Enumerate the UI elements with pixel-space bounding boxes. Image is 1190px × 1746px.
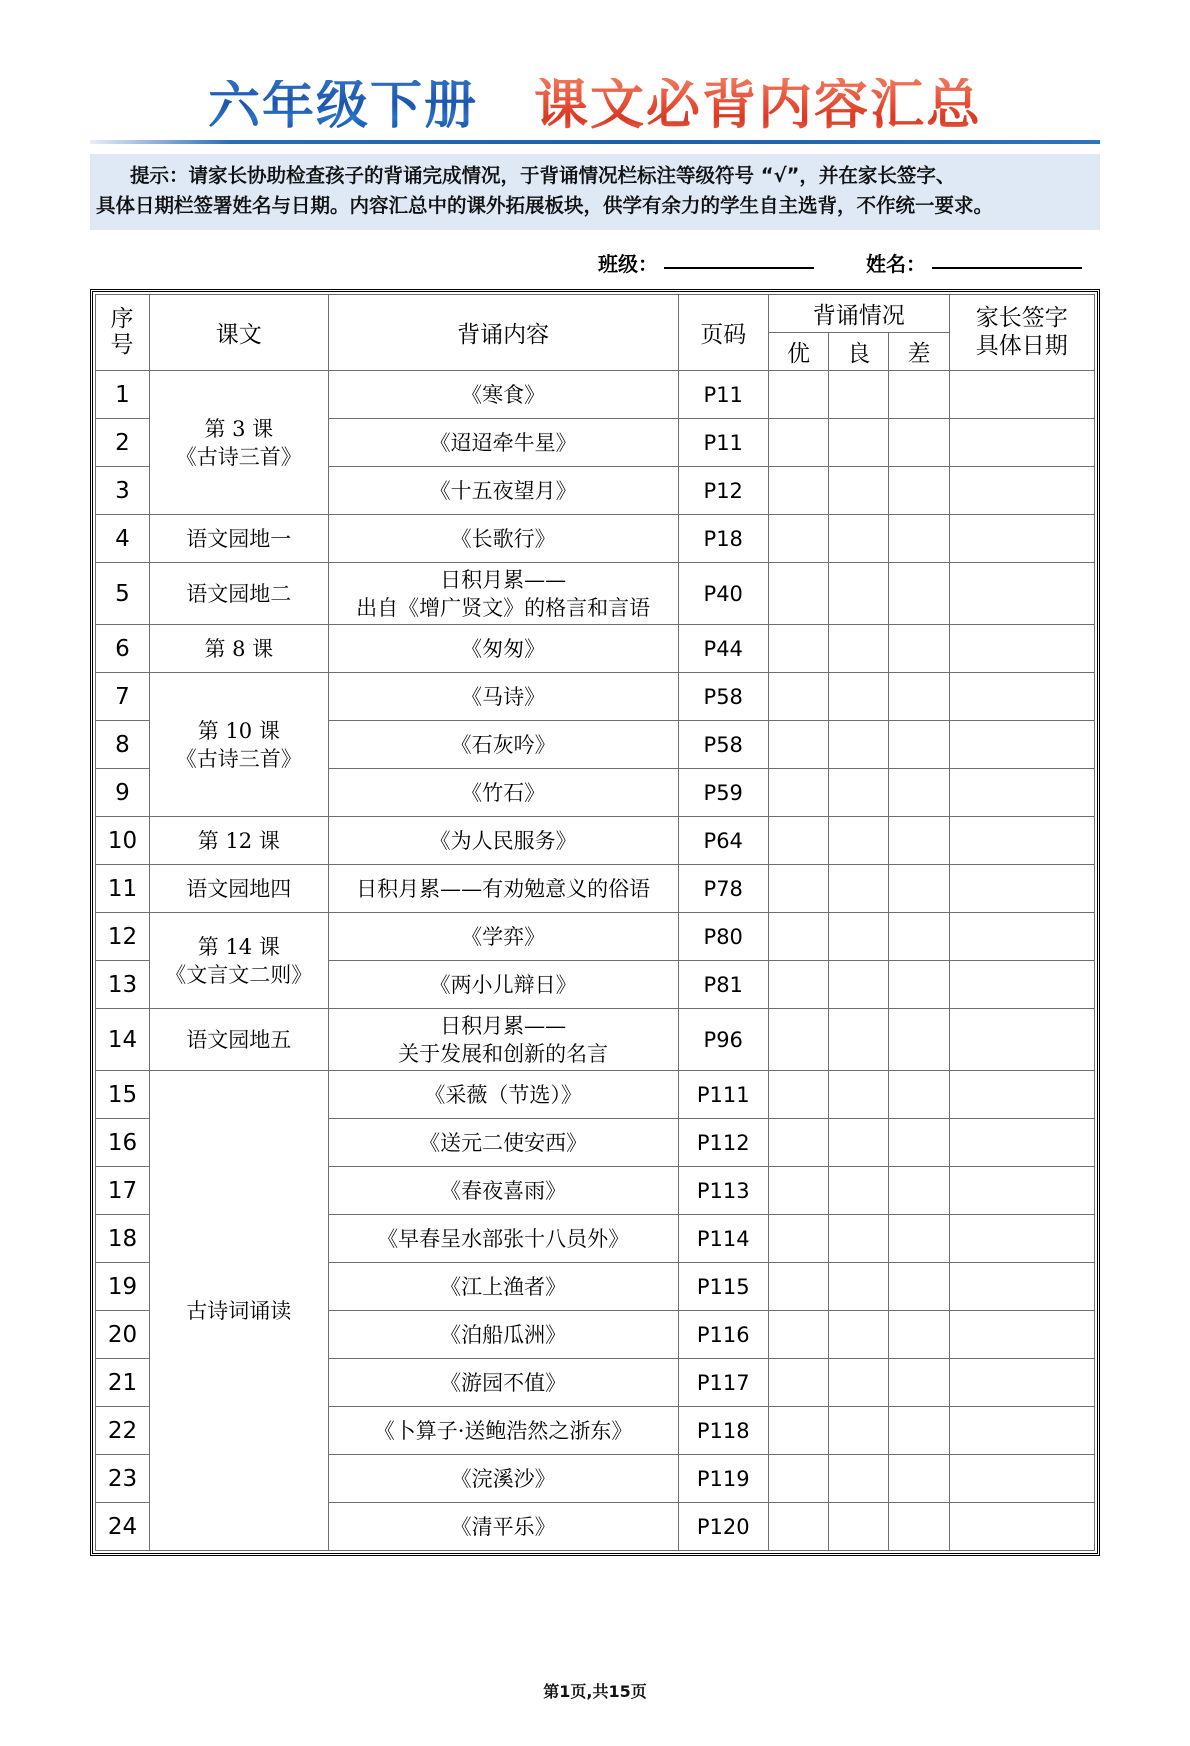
cell-grade-excellent[interactable] (768, 1009, 828, 1071)
cell-grade-poor[interactable] (889, 467, 949, 515)
cell-grade-poor[interactable] (889, 419, 949, 467)
cell-content: 《马诗》 (328, 673, 678, 721)
cell-page: P111 (678, 1071, 768, 1119)
cell-signature[interactable] (949, 1215, 1094, 1263)
cell-no: 12 (96, 913, 150, 961)
cell-grade-good[interactable] (829, 721, 889, 769)
cell-page: P12 (678, 467, 768, 515)
cell-grade-poor[interactable] (889, 1119, 949, 1167)
cell-grade-poor[interactable] (889, 913, 949, 961)
cell-page: P58 (678, 673, 768, 721)
cell-content: 《为人民服务》 (328, 817, 678, 865)
cell-page: P11 (678, 419, 768, 467)
header-signature-line2: 具体日期 (975, 332, 1068, 359)
cell-grade-excellent[interactable] (768, 769, 828, 817)
title-divider (90, 140, 1100, 144)
cell-grade-excellent[interactable] (768, 961, 828, 1009)
cell-grade-poor[interactable] (889, 563, 949, 625)
table-row (96, 1009, 1095, 1071)
cell-content: 《竹石》 (328, 769, 678, 817)
cell-lesson: 语文园地五 (150, 1009, 329, 1071)
cell-no: 1 (96, 371, 150, 419)
cell-no: 19 (96, 1263, 150, 1311)
cell-signature[interactable] (949, 625, 1094, 673)
cell-signature[interactable] (949, 1009, 1094, 1071)
cell-grade-good[interactable] (829, 1455, 889, 1503)
cell-grade-poor[interactable] (889, 625, 949, 673)
title-subject: 课文必背内容汇总 (534, 73, 982, 136)
cell-page: P116 (678, 1311, 768, 1359)
cell-lesson: 语文园地四 (150, 865, 329, 913)
page-footer: 第1页,共15页 (543, 1682, 647, 1701)
cell-grade-excellent[interactable] (768, 563, 828, 625)
cell-no: 10 (96, 817, 150, 865)
cell-grade-poor[interactable] (889, 1407, 949, 1455)
cell-signature[interactable] (949, 419, 1094, 467)
cell-content: 《春夜喜雨》 (328, 1167, 678, 1215)
cell-lesson: 语文园地一 (150, 515, 329, 563)
cell-page: P81 (678, 961, 768, 1009)
cell-signature[interactable] (949, 817, 1094, 865)
table-row (96, 673, 1095, 721)
tip-box (90, 154, 1100, 230)
cell-lesson-line2: 《文言文二则》 (165, 962, 313, 987)
cell-grade-good[interactable] (829, 1503, 889, 1551)
cell-grade-excellent[interactable] (768, 625, 828, 673)
cell-grade-good[interactable] (829, 1009, 889, 1071)
cell-grade-good[interactable] (829, 419, 889, 467)
cell-grade-good[interactable] (829, 467, 889, 515)
cell-page: P118 (678, 1407, 768, 1455)
title-grade: 六年级下册 (207, 76, 478, 136)
cell-grade-good[interactable] (829, 371, 889, 419)
cell-signature[interactable] (949, 1455, 1094, 1503)
header-lesson: 课文 (150, 295, 329, 371)
cell-grade-poor[interactable] (889, 769, 949, 817)
cell-signature[interactable] (949, 371, 1094, 419)
cell-no: 21 (96, 1359, 150, 1407)
cell-grade-excellent[interactable] (768, 515, 828, 563)
cell-page: P59 (678, 769, 768, 817)
cell-grade-excellent[interactable] (768, 1311, 828, 1359)
recitation-table-wrapper (90, 289, 1100, 1556)
class-input-blank[interactable] (664, 266, 814, 269)
cell-grade-good[interactable] (829, 913, 889, 961)
table-row (96, 371, 1095, 419)
cell-grade-poor[interactable] (889, 1263, 949, 1311)
header-grade-excellent: 优 (768, 333, 828, 371)
document-page (0, 62, 1190, 1746)
table-row (96, 817, 1095, 865)
cell-lesson: 古诗词诵读 (150, 1071, 329, 1551)
cell-grade-good[interactable] (829, 1119, 889, 1167)
cell-grade-excellent[interactable] (768, 419, 828, 467)
cell-lesson-line2: 《古诗三首》 (175, 746, 302, 771)
cell-content: 《学弈》 (328, 913, 678, 961)
cell-grade-excellent[interactable] (768, 371, 828, 419)
cell-content: 《采薇（节选）》 (328, 1071, 678, 1119)
cell-no: 22 (96, 1407, 150, 1455)
table-header-row (96, 295, 1095, 333)
cell-grade-poor[interactable] (889, 673, 949, 721)
cell-grade-poor[interactable] (889, 1311, 949, 1359)
cell-lesson-line1: 第 14 课 (197, 934, 280, 959)
cell-no: 20 (96, 1311, 150, 1359)
cell-grade-excellent[interactable] (768, 1119, 828, 1167)
cell-content: 《石灰吟》 (328, 721, 678, 769)
tip-line-1: 提示：请家长协助检查孩子的背诵完成情况，于背诵情况栏标注等级符号 “√”，并在家长签字、 (130, 164, 956, 187)
cell-lesson-line1: 第 3 课 (204, 416, 274, 441)
class-label: 班级： (598, 252, 658, 277)
header-no (96, 295, 150, 371)
cell-grade-poor[interactable] (889, 515, 949, 563)
header-signature-line1: 家长签字 (975, 305, 1068, 332)
cell-grade-good[interactable] (829, 1359, 889, 1407)
table-body (96, 371, 1095, 1551)
cell-grade-excellent[interactable] (768, 673, 828, 721)
cell-page: P112 (678, 1119, 768, 1167)
cell-signature[interactable] (949, 721, 1094, 769)
cell-content: 《游园不值》 (328, 1359, 678, 1407)
cell-no: 14 (96, 1009, 150, 1071)
cell-page: P113 (678, 1167, 768, 1215)
cell-grade-good[interactable] (829, 817, 889, 865)
class-field (598, 248, 814, 277)
recitation-table (95, 294, 1095, 1551)
cell-grade-good[interactable] (829, 625, 889, 673)
cell-grade-good[interactable] (829, 961, 889, 1009)
cell-signature[interactable] (949, 673, 1094, 721)
cell-page: P119 (678, 1455, 768, 1503)
cell-signature[interactable] (949, 563, 1094, 625)
cell-grade-excellent[interactable] (768, 721, 828, 769)
table-row (96, 1071, 1095, 1119)
header-signature (949, 295, 1094, 371)
table-row (96, 625, 1095, 673)
cell-content: 《卜算子·送鲍浩然之浙东》 (328, 1407, 678, 1455)
cell-grade-good[interactable] (829, 769, 889, 817)
header-grade-poor: 差 (889, 333, 949, 371)
table-row (96, 913, 1095, 961)
cell-signature[interactable] (949, 913, 1094, 961)
cell-no: 17 (96, 1167, 150, 1215)
cell-content (328, 1009, 678, 1071)
cell-no: 16 (96, 1119, 150, 1167)
cell-page: P114 (678, 1215, 768, 1263)
cell-lesson-line1: 第 10 课 (197, 718, 280, 743)
cell-grade-poor[interactable] (889, 1503, 949, 1551)
cell-page: P120 (678, 1503, 768, 1551)
cell-content: 《迢迢牵牛星》 (328, 419, 678, 467)
cell-page: P80 (678, 913, 768, 961)
cell-no: 2 (96, 419, 150, 467)
cell-grade-excellent[interactable] (768, 1407, 828, 1455)
cell-lesson: 语文园地二 (150, 563, 329, 625)
cell-page: P40 (678, 563, 768, 625)
cell-content-line1: 日积月累—— (440, 567, 567, 592)
cell-grade-good[interactable] (829, 673, 889, 721)
header-content: 背诵内容 (328, 295, 678, 371)
table-row (96, 563, 1095, 625)
cell-no: 8 (96, 721, 150, 769)
cell-grade-poor[interactable] (889, 721, 949, 769)
table-row (96, 515, 1095, 563)
cell-grade-poor[interactable] (889, 1215, 949, 1263)
cell-content: 《十五夜望月》 (328, 467, 678, 515)
table-row (96, 865, 1095, 913)
cell-page: P115 (678, 1263, 768, 1311)
cell-grade-good[interactable] (829, 1071, 889, 1119)
cell-no: 18 (96, 1215, 150, 1263)
cell-signature[interactable] (949, 515, 1094, 563)
cell-page: P11 (678, 371, 768, 419)
cell-lesson (150, 913, 329, 1009)
cell-signature[interactable] (949, 961, 1094, 1009)
page-title (90, 62, 1100, 134)
cell-grade-good[interactable] (829, 1407, 889, 1455)
cell-content: 《泊船瓜洲》 (328, 1311, 678, 1359)
cell-signature[interactable] (949, 1119, 1094, 1167)
cell-grade-excellent[interactable] (768, 817, 828, 865)
cell-grade-excellent[interactable] (768, 1503, 828, 1551)
header-no-line2: 号 (110, 331, 135, 358)
cell-no: 5 (96, 563, 150, 625)
cell-grade-good[interactable] (829, 865, 889, 913)
cell-signature[interactable] (949, 1407, 1094, 1455)
cell-no: 6 (96, 625, 150, 673)
cell-grade-excellent[interactable] (768, 1359, 828, 1407)
cell-grade-excellent[interactable] (768, 1455, 828, 1503)
cell-page: P44 (678, 625, 768, 673)
header-page: 页码 (678, 295, 768, 371)
cell-grade-poor[interactable] (889, 1359, 949, 1407)
cell-content-line2: 关于发展和创新的名言 (398, 1041, 609, 1066)
header-no-line1: 序 (110, 306, 135, 333)
cell-lesson: 第 8 课 (150, 625, 329, 673)
cell-grade-excellent[interactable] (768, 1263, 828, 1311)
cell-no: 7 (96, 673, 150, 721)
cell-lesson (150, 371, 329, 515)
cell-grade-good[interactable] (829, 563, 889, 625)
cell-content: 《送元二使安西》 (328, 1119, 678, 1167)
cell-grade-excellent[interactable] (768, 1167, 828, 1215)
cell-grade-excellent[interactable] (768, 913, 828, 961)
cell-grade-good[interactable] (829, 1167, 889, 1215)
cell-page: P18 (678, 515, 768, 563)
cell-no: 11 (96, 865, 150, 913)
name-field (866, 248, 1082, 277)
cell-content: 《早春呈水部张十八员外》 (328, 1215, 678, 1263)
cell-lesson (150, 673, 329, 817)
cell-grade-good[interactable] (829, 1215, 889, 1263)
table-head (96, 295, 1095, 371)
cell-no: 24 (96, 1503, 150, 1551)
cell-content: 《两小儿辩日》 (328, 961, 678, 1009)
cell-no: 9 (96, 769, 150, 817)
cell-page: P96 (678, 1009, 768, 1071)
cell-page: P78 (678, 865, 768, 913)
cell-no: 15 (96, 1071, 150, 1119)
cell-grade-excellent[interactable] (768, 467, 828, 515)
cell-content (328, 563, 678, 625)
cell-content: 日积月累——有劝勉意义的俗语 (328, 865, 678, 913)
cell-grade-good[interactable] (829, 515, 889, 563)
cell-signature[interactable] (949, 467, 1094, 515)
cell-grade-good[interactable] (829, 1263, 889, 1311)
cell-content-line2: 出自《增广贤文》的格言和言语 (356, 595, 651, 620)
cell-signature[interactable] (949, 1167, 1094, 1215)
cell-no: 23 (96, 1455, 150, 1503)
cell-grade-poor[interactable] (889, 1167, 949, 1215)
cell-lesson-line2: 《古诗三首》 (175, 444, 302, 469)
cell-content: 《浣溪沙》 (328, 1455, 678, 1503)
cell-grade-excellent[interactable] (768, 1071, 828, 1119)
cell-signature[interactable] (949, 1071, 1094, 1119)
cell-lesson: 第 12 课 (150, 817, 329, 865)
cell-signature[interactable] (949, 1503, 1094, 1551)
cell-grade-excellent[interactable] (768, 1215, 828, 1263)
cell-signature[interactable] (949, 1263, 1094, 1311)
name-label: 姓名： (866, 252, 926, 277)
cell-signature[interactable] (949, 1359, 1094, 1407)
cell-grade-good[interactable] (829, 1311, 889, 1359)
cell-content: 《寒食》 (328, 371, 678, 419)
cell-grade-poor[interactable] (889, 817, 949, 865)
cell-content: 《长歌行》 (328, 515, 678, 563)
cell-signature[interactable] (949, 1311, 1094, 1359)
cell-grade-poor[interactable] (889, 1009, 949, 1071)
cell-no: 13 (96, 961, 150, 1009)
cell-grade-excellent[interactable] (768, 865, 828, 913)
cell-page: P117 (678, 1359, 768, 1407)
cell-grade-poor[interactable] (889, 865, 949, 913)
header-grade-good: 良 (829, 333, 889, 371)
cell-page: P58 (678, 721, 768, 769)
cell-content: 《清平乐》 (328, 1503, 678, 1551)
cell-page: P64 (678, 817, 768, 865)
cell-grade-poor[interactable] (889, 1455, 949, 1503)
cell-content: 《江上渔者》 (328, 1263, 678, 1311)
cell-no: 4 (96, 515, 150, 563)
cell-content: 《匆匆》 (328, 625, 678, 673)
cell-signature[interactable] (949, 769, 1094, 817)
cell-grade-poor[interactable] (889, 371, 949, 419)
cell-grade-poor[interactable] (889, 1071, 949, 1119)
cell-signature[interactable] (949, 865, 1094, 913)
cell-grade-poor[interactable] (889, 961, 949, 1009)
cell-no: 3 (96, 467, 150, 515)
meta-row (90, 248, 1100, 277)
tip-line-2: 具体日期栏签署姓名与日期。内容汇总中的课外拓展板块，供学有余力的学生自主选背，不作统一要求。 (96, 194, 994, 218)
header-grade-group: 背诵情况 (768, 295, 949, 333)
name-input-blank[interactable] (932, 266, 1082, 269)
cell-content-line1: 日积月累—— (440, 1013, 567, 1038)
